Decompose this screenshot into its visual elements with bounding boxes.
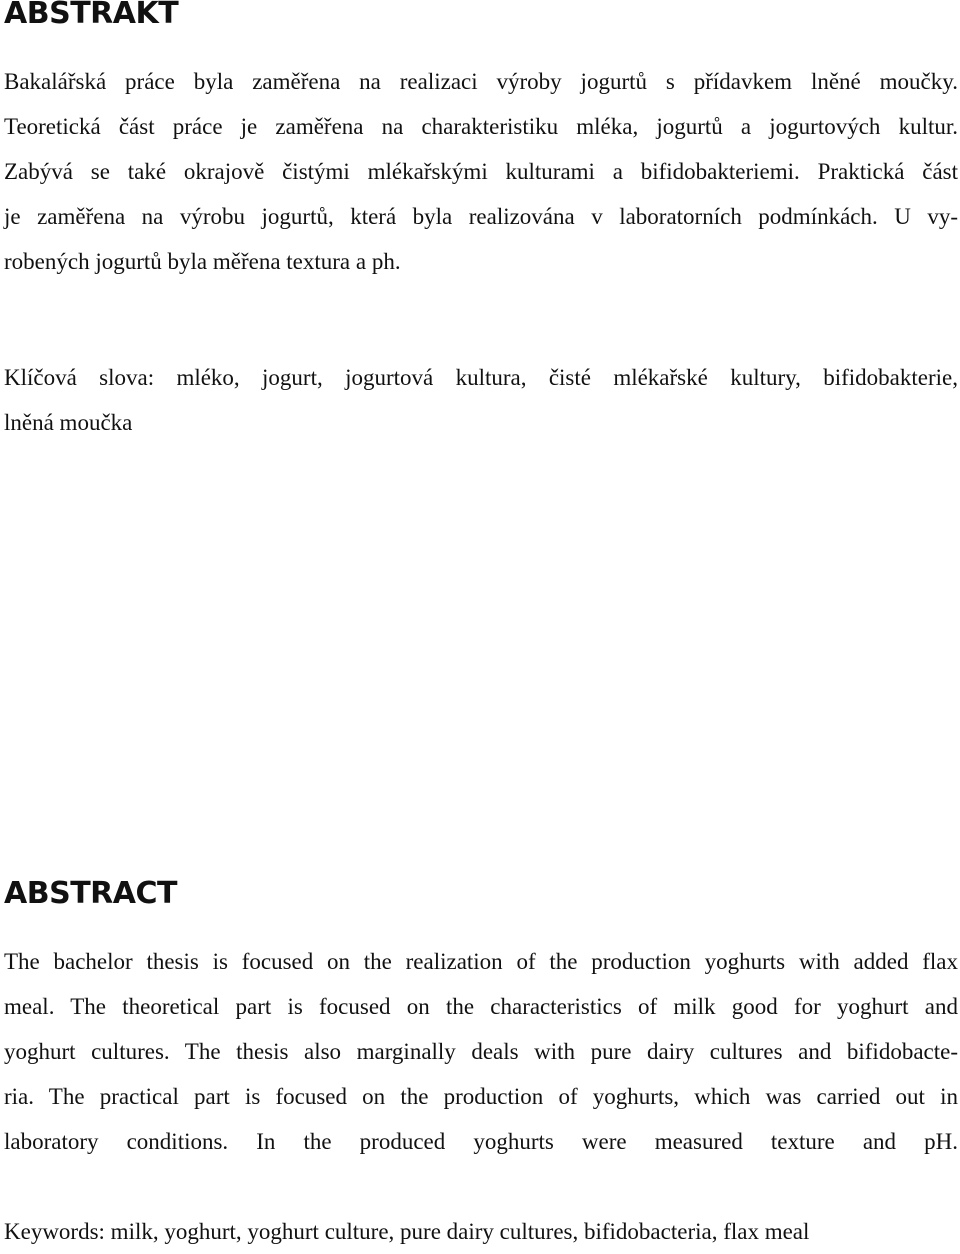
keywords-line: lněná moučka bbox=[4, 410, 133, 435]
keywords-line: Keywords: milk, yoghurt, yoghurt culture, pure dairy cultures, bifidobacteria, flax meal bbox=[4, 1219, 810, 1244]
abstract-heading-czech: ABSTRAKT bbox=[4, 0, 179, 31]
keywords-english bbox=[4, 1209, 958, 1254]
abstract-heading-english: ABSTRACT bbox=[4, 876, 177, 911]
abstract-line: je zaměřena na výrobu jogurtů, která byla realizována v laboratorních podmínkách. U vy- bbox=[4, 204, 958, 229]
abstract-line: ria. The practical part is focused on the production of yoghurts, which was carried out in bbox=[4, 1084, 958, 1109]
keywords-line: Klíčová slova: mléko, jogurt, jogurtová kultura, čisté mlékařské kultury, bifidobakterie, bbox=[4, 365, 958, 390]
keywords-czech bbox=[4, 355, 958, 445]
abstract-line: Teoretická část práce je zaměřena na charakteristiku mléka, jogurtů a jogurtových kultur. bbox=[4, 114, 958, 139]
abstract-text-english bbox=[4, 939, 958, 1164]
abstract-line: Zabývá se také okrajově čistými mlékařskými kulturami a bifidobakteriemi. Praktická část bbox=[4, 159, 958, 184]
abstract-line: meal. The theoretical part is focused on the characteristics of milk good for yoghurt and bbox=[4, 994, 958, 1019]
abstract-line: laboratory conditions. In the produced yoghurts were measured texture and pH. bbox=[4, 1129, 958, 1154]
abstract-line: yoghurt cultures. The thesis also marginally deals with pure dairy cultures and bifidobacte- bbox=[4, 1039, 958, 1064]
abstract-line: The bachelor thesis is focused on the realization of the production yoghurts with added flax bbox=[4, 949, 958, 974]
abstract-line: robených jogurtů byla měřena textura a ph. bbox=[4, 249, 401, 274]
abstract-text-czech bbox=[4, 59, 958, 284]
abstract-line: Bakalářská práce byla zaměřena na realizaci výroby jogurtů s přídavkem lněné moučky. bbox=[4, 69, 958, 94]
